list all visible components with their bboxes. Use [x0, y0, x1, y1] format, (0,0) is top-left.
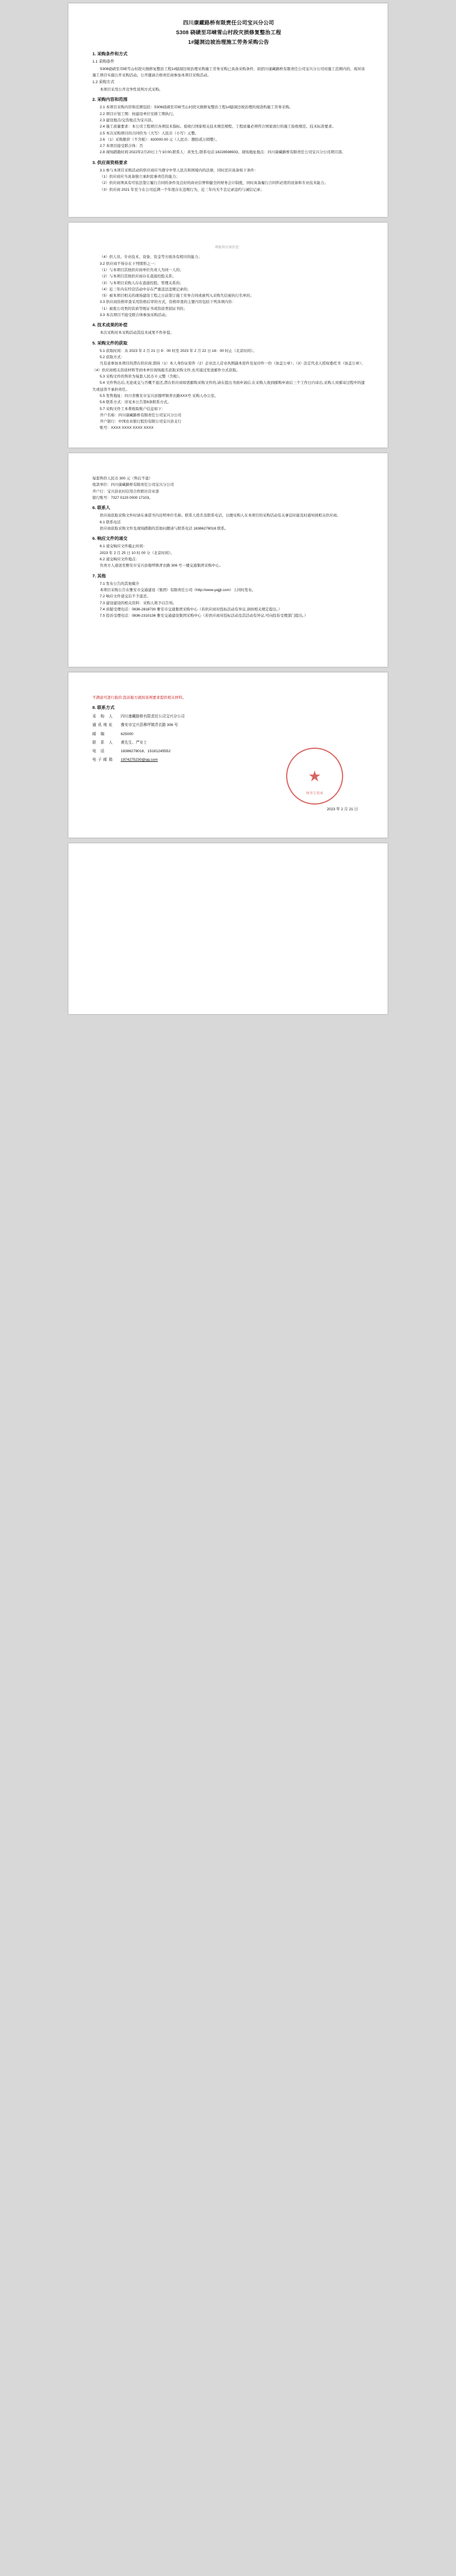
section-heading: 6. 响应文件的递交: [92, 536, 128, 542]
paragraph: 2.4 施工质量要求：本公司工程项目各项技术指标、验收行国家相关技术规范规程、工程质量必须符合国家现行的施工验收规范、技术标准要求。: [100, 125, 336, 129]
page-note: 填报供应商信息：: [214, 246, 242, 249]
contact-row: [92, 730, 365, 739]
contact-label: 电子邮箱: [92, 757, 115, 762]
contact-label: 通讯地址: [92, 723, 115, 728]
paragraph: 开户行：宝兴县农村信用合作联社营业部: [92, 489, 159, 494]
contact-value: 18386278018、15181245552: [120, 749, 171, 753]
paragraph: 3.1 参与本项目采购活动的供应商应当遵守中华人民共和国境内的法律，同时还应具备如下条件：: [100, 168, 258, 173]
section-heading: 7. 其他: [92, 573, 106, 579]
paragraph: 开户银行：中国农业银行股份有限公司宝兴县支行: [100, 420, 181, 424]
subsection-heading: 1.2 采购方式: [92, 80, 115, 85]
paragraph: （2）供应商须具有可依法签订履行合同的条件及良好的商业信誉和健全的财务会计制度，同时具备履行合同所必需的设备和专业技术能力；: [100, 181, 328, 186]
document-page-1: [68, 3, 388, 217]
paragraph: 5.7 采购文件工本费收取账户信息如下：: [100, 407, 165, 411]
paragraph: （1）与本项目其他供应商单位负责人为同一人的；: [100, 268, 184, 272]
subsection-heading: 1.1 采购条件: [92, 60, 115, 64]
paragraph: 7.4 质疑受理电话：0836-2818730 雅安市交通集团采购中心（若供应商对投标活动有异议,请按相关规定提出。）: [100, 607, 282, 612]
paragraph: 收款单位：四川康藏路桥有限责任公司宝兴分公司: [92, 483, 174, 487]
paragraph: 2.6 （1）采购限价（不含税）：820000.00 元（人民币：捌拾贰万圆整）。: [100, 137, 219, 142]
paragraph: 5.4 文件售出后,无论成交与否概不退还,潜在供应商如需邮购采购文件的,请在提出书面申请后,在采购人收到邮购申请后三个工作日内寄出,采购人对邮寄过程中的遗失或延误不承担责任。: [92, 381, 365, 392]
paragraph: 5.3 采购文件的售价为每套人民币 0 元整（含税）。: [100, 375, 182, 379]
paragraph: 7.3 建设建设的相关资料：采购人将予以告知。: [100, 601, 177, 605]
contact-label: 电 话: [92, 749, 107, 753]
page-title: [92, 18, 365, 47]
contact-value: 625000: [120, 732, 133, 736]
contact-value: 四川康藏路桥有限责任公司宝兴分公司: [120, 715, 185, 719]
contact-value-email: 1974275230@qq.com: [120, 757, 158, 762]
section-heading: 2. 采购内容和范围: [92, 97, 128, 102]
section-heading: 3. 供应商资格要求: [92, 159, 128, 165]
paragraph: 供应商获取采购文件时请在承诺书内注明单位名称、联系人姓名及联系电话，以便采购人在本项目的采购活动有关事宜时能及时通知到相关供应商。: [100, 514, 341, 518]
section-heading: 1. 采购条件和方式: [92, 51, 128, 57]
paragraph: 7.1 发布公告的其他媒介: [100, 581, 140, 586]
document-page-4: [68, 672, 388, 838]
title-line-2: S308 硗碛至邛崃雪山村段灾损修复整治工程: [176, 30, 282, 36]
paragraph: 凡有意参加本项目的潜在供应商,需持（1）本人身份证原件（2）企业法人营业执照副本原件及复印件一份（加盖公章）；（3）法定代表人授权委托书（加盖公章）；（4）供应商相关资质材料等到本单位现场报名获取采购文件,也可通过发送邮件方式获取。: [92, 362, 365, 372]
paragraph: 5.2 获取方式：: [100, 355, 125, 360]
title-line-1: 四川康藏路桥有限责任公司宝兴分公司: [183, 20, 274, 26]
paragraph: 本项目采用公开竞争性谈判方式采购。: [100, 87, 163, 92]
signature-date: 2023 年 2 月 21 日: [327, 807, 358, 811]
paragraph: 开户名称：四川康藏路桥有限责任公司宝兴分公司: [100, 413, 181, 417]
paragraph: 2.7 本项目接受联合体：否: [100, 144, 143, 149]
paragraph: 供应商获取采购文件及现场踏勘的其他问题请与联系电话 18386278018 联系。: [100, 526, 229, 531]
warning-note: 不满意可进行报价,投诉报方就按谈判要求提供相关材料。: [92, 696, 186, 700]
section-heading: 5. 采购文件的获取: [92, 340, 128, 346]
paragraph: 本项目采购公告在雅安市交通建设（集团）有限责任公司（http://www.yajjjt.com）上同时发布。: [100, 588, 256, 592]
paragraph: 6.2 递交响应文件地点：: [100, 557, 140, 561]
paragraph: 3.3 本次项目不接受联合体参加采购活动。: [100, 313, 169, 317]
contact-row: [92, 721, 365, 729]
paragraph: （2）与本项目其他供应商存在直接控股关系；: [100, 274, 176, 279]
paragraph: （3）供应商 2021 年至今在公司近满一个年度存在违规行为，近三年内无不良记录违约与诚信记录；: [100, 187, 264, 192]
paragraph: 7.2 响应文件递交后不予退还。: [100, 594, 150, 599]
contact-row: [92, 739, 365, 747]
paragraph: S308硗碛至邛崃雪山村段灾损修复整治工程1#隧洞边坡治理采购施工劳务采购已具备采购条件，拟招川康藏路桥有限责任公司宝兴分公司对施工范围内的，现对该施工项目实施公开采购活动。公开邀请合格责任商参加本项目采购活动。: [92, 67, 365, 78]
paragraph: 负责方人递送至雅安市宝兴县穆坪镇青衣路 306 号一楼交通集团采购中心。: [100, 564, 223, 568]
document-page-5: [68, 843, 388, 1014]
document-page-3: [68, 453, 388, 667]
paragraph: 6.1 递交响应文件截止时间：: [100, 544, 147, 549]
contact-label: 邮 编: [92, 732, 107, 736]
paragraph: 3.3 供应商资格审查采用资格后审的方式，资格审查的主要内容包括下列各项内容：: [100, 300, 236, 305]
paragraph: 账号：XXXX XXXX XXXX XXXX: [100, 426, 154, 430]
official-seal-stamp: [286, 748, 343, 805]
document-pages: [0, 0, 456, 1020]
paragraph: 2.8 现场踏勘时间:2022年2月20日上午10:00,联系人：黄先生,联系电话:18228598933。现场地址地点：四川康藏路桥有限责任公司宝兴分公司项目部。: [100, 150, 345, 155]
paragraph: 7.5 投诉受理电话：0836-2310136 雅安交通建设集团采购中心（若供应商对投标活动及其活动有异议,可向投诉受理部门提出。）: [100, 614, 308, 618]
paragraph: 6.1 联系电话: [100, 520, 121, 524]
paragraph: 每套售价人民币 300 元（售后不退）: [92, 477, 153, 481]
paragraph: 5.5 发售地址：四川省雅安市宝兴县穆坪镇青衣路XXX号 采购人办公室。: [100, 393, 218, 398]
paragraph: 2023 年 2 月 25 日 10 时 00 分（北京时间）。: [100, 551, 174, 555]
paragraph: （1）供应商应当具备独立承担民事责任的能力；: [100, 175, 180, 179]
paragraph: （1）被废公司类的资质等级证书或资质类别证书的；: [100, 306, 188, 311]
paragraph: 3.2 供应商不得存在下列情形之一：: [100, 261, 158, 266]
paragraph: 本次采购对本采购活动其技术成果不作补偿。: [100, 331, 174, 335]
paragraph: 2.5 本次采购项目的合同价为（大写）人民币（小写）元整。: [100, 131, 199, 136]
paragraph: 2.3 建设地点/交货地点为宝兴县。: [100, 118, 156, 122]
paragraph: （5）被本项目相关的现场建设工程之日前签订施工劳务合同或被列入采购失信被执行名单的；: [100, 294, 254, 298]
section-heading: 6. 联系人: [92, 505, 111, 511]
paragraph: 2.1 本项目采购内容和范围包括：S308硗碛至邛崃雪山村段灾损修复整治工程1#隧洞边坡治理的现浇构施工劳务采购。: [100, 105, 293, 110]
star-icon: ★: [308, 768, 321, 785]
paragraph: 银行账号：7327 0120 0000 17103。: [92, 495, 153, 500]
document-page-2: [68, 223, 388, 448]
paragraph: （4）近三年内在经营活动中存在严重违法违规记录的；: [100, 287, 191, 292]
paragraph: 5.1 获取时间：从 2023 年 2 月 21 日 9：00 时至 2023 年 2 月 22 日 18：00 时止（北京时间）。: [100, 348, 256, 353]
seal-bottom-text: 财务专用章: [306, 791, 323, 795]
section-heading: 8. 联系方式: [92, 705, 115, 711]
paragraph: （4）供人员、专业技术、设备、资金等方面各有相应的能力；: [100, 255, 202, 260]
contact-value: 雅安市宝兴县穆坪镇青衣路 306 号: [120, 723, 178, 728]
contact-label: 采 购 人: [92, 715, 115, 719]
contact-value: 黄先生、严女士: [120, 740, 147, 745]
contact-label: 联 系 人: [92, 740, 115, 745]
contact-row: [92, 712, 365, 721]
paragraph: 5.6 联系方式：详见本公告第8条联系方式。: [100, 400, 171, 405]
section-heading: 4. 技术成果的补偿: [92, 322, 128, 328]
paragraph: 2.2 项目计划工期：按建设单位安排工期执行。: [100, 112, 177, 116]
paragraph: （3）与本项目采购人存在直接控股、管理关系的；: [100, 281, 184, 285]
title-line-3: 1#隧洞边坡治理施工劳务采购公告: [188, 39, 270, 46]
